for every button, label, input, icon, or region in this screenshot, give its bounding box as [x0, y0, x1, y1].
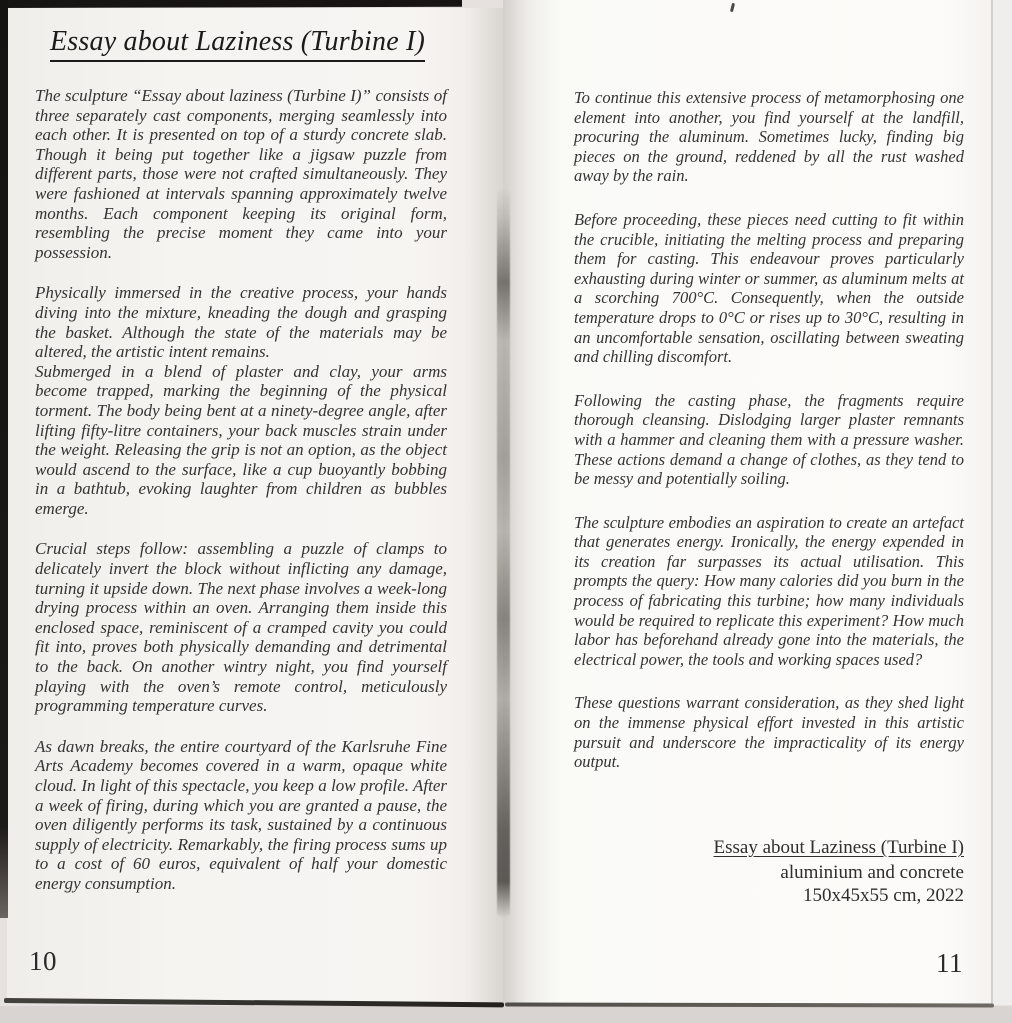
- right-page-body: [574, 88, 964, 772]
- essay-paragraph: As dawn breaks, the entire courtyard of the Karlsruhe Fine Arts Academy becomes covered in a warm, opaque white cloud. In light of this spectacle, you keep a low profile. After a week of firing, during which you are granted a pause, the oven diligently performs its task, sustained by a continuous supply of electricity. Remarkably, the firing process sums up to a cost of 60 euros, equivalent of half your domestic energy consumption.: [35, 736, 447, 893]
- essay-paragraph: The sculpture “Essay about laziness (Turbine I)” consists of three separately cast components, merging seamlessly into each other. It is presented on top of a sturdy concrete slab. Though it being put together like a jigsaw puzzle from different parts, those were not crafted simultaneously. They were fashioned at intervals spanning approximately twelve months. Each component keeping its original form, resembling the precise moment they came into your possession.: [35, 86, 447, 262]
- page-stack-right-edge: [991, 0, 1012, 1005]
- essay-paragraph: Before proceeding, these pieces need cutting to fit within the crucible, initiating the melting process and preparing them for casting. This endeavour proves particularly exhausting during winter or summer, as aluminum melts at a scorching 700°C. Consequently, when the outside temperature drops to 0°C or rises up to 30°C, resulting in an uncomfortable sensation, oscillating between sweating and chilling discomfort.: [574, 209, 964, 367]
- reverse-page-bleedthrough-strip: [497, 188, 510, 918]
- essay-paragraph: Crucial steps follow: assembling a puzzle of clamps to delicately invert the block without inflicting any damage, turning it upside down. The next phase involves a week-long drying process within an oven. Arranging them inside this enclosed space, reminiscent of a cramped cavity you could fit into, proves both physically demanding and detrimental to the back. On another wintry night, you find yourself playing with the oven’s remote control, meticulously programming temperature curves.: [35, 539, 447, 716]
- page-left: [7, 8, 503, 1002]
- essay-paragraph: To continue this extensive process of metamorphosing one element into another, you find yourself at the landfill, procuring the aluminum. Sometimes lucky, finding big pieces on the ground, reddened by all the rust washed away by the rain.: [574, 88, 964, 186]
- scan-edge-top: [0, 0, 462, 8]
- caption-artwork-title: Essay about Laziness (Turbine I): [713, 837, 964, 858]
- essay-paragraph: Submerged in a blend of plaster and clay, your arms become trapped, marking the beginning of the physical torment. The body being bent at a ninety-degree angle, after lifting fifty-litre containers, your back muscles strain under the weight. Releasing the grip is not an option, as the object would ascend to the surface, like a cup buoyantly bobbing in a bathtub, evoking laughter from children as bubbles emerge.: [35, 361, 447, 518]
- caption-materials: aluminium and concrete: [780, 862, 964, 883]
- page-right: [503, 0, 991, 1006]
- page-number-right: 11: [936, 948, 963, 978]
- essay-paragraph: Physically immersed in the creative process, your hands diving into the mixture, kneading the dough and grasping the basket. Although the state of the materials may be altered, the artistic intent remains.: [35, 283, 447, 362]
- left-page-body: [35, 86, 447, 894]
- page-number-left: 10: [29, 946, 57, 976]
- scanner-background: [0, 1006, 1012, 1023]
- essay-paragraph: These questions warrant consideration, as they shed light on the immense physical effort invested in this artistic pursuit and underscore the impracticality of its energy output.: [574, 693, 964, 772]
- essay-paragraph: Following the casting phase, the fragments require thorough cleansing. Dislodging larger plaster remnants with a hammer and cleaning them with a pressure washer. These actions demand a change of clothes, as they tend to be messy and potentially soiling.: [574, 390, 964, 489]
- scan-edge-left: [0, 0, 8, 918]
- caption-dimensions: 150x45x55 cm, 2022: [803, 885, 964, 906]
- essay-title: Essay about Laziness (Turbine I): [50, 26, 425, 62]
- artwork-caption: [714, 836, 964, 907]
- essay-paragraph: The sculpture embodies an aspiration to create an artefact that generates energy. Ironically, the energy expended in its creation far surpasses its actual utilisation. This prompts the query: How many calories did you burn in the process of fabricating this turbine; how many individuals would be required to replicate this experiment? How much labor has beforehand already gone into the materials, the electrical power, the tools and working spaces used?: [574, 512, 964, 669]
